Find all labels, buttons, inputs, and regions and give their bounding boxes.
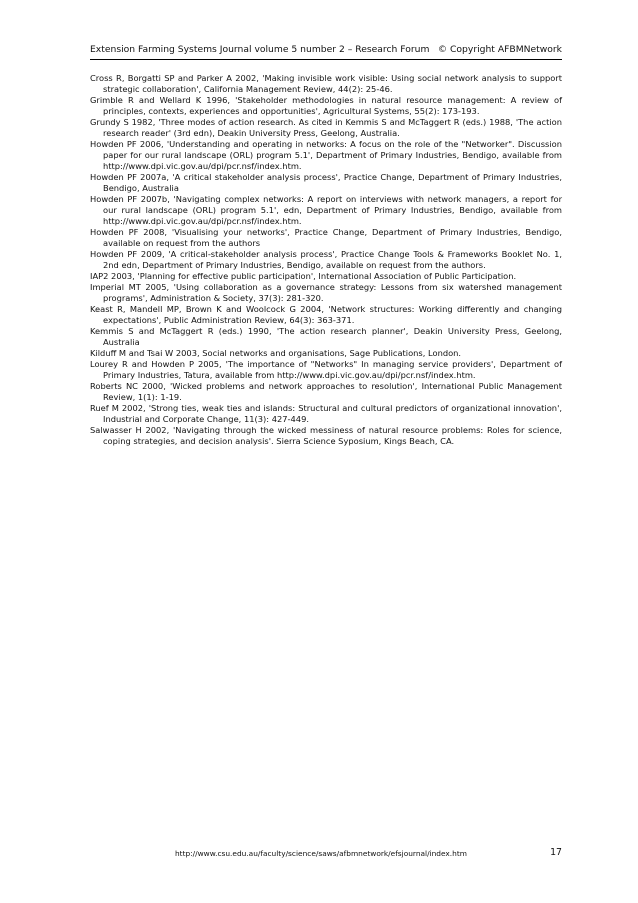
reference-item: Grimble R and Wellard K 1996, 'Stakeholder methodologies in natural resource management: A review of principles, contexts, experiences and opportunities', Agricultural Systems, 55(2): 173-193.	[90, 95, 562, 116]
page-number: 17	[550, 847, 562, 858]
footer-url: http://www.csu.edu.au/faculty/science/saws/afbmnetwork/efsjournal/index.htm	[175, 849, 467, 858]
page-footer	[90, 847, 562, 861]
reference-item: Howden PF 2006, 'Understanding and operating in networks: A focus on the role of the "Networker". Discussion paper for our rural landscape (ORL) program 5.1', Department of Primary Industries, Bendigo, available from http://www.dpi.vic.gov.au/dpi/pcr.nsf/index.htm.	[90, 139, 562, 171]
reference-item: Imperial MT 2005, 'Using collaboration as a governance strategy: Lessons from six watershed management programs', Administration & Society, 37(3): 281-320.	[90, 282, 562, 303]
reference-item: Howden PF 2009, 'A critical-stakeholder analysis process', Practice Change Tools & Frameworks Booklet No. 1, 2nd edn, Department of Primary Industries, Bendigo, available on request from the authors.	[90, 249, 562, 270]
reference-item: Howden PF 2008, 'Visualising your networks', Practice Change, Department of Primary Industries, Bendigo, available on request from the authors	[90, 227, 562, 248]
reference-item: Grundy S 1982, 'Three modes of action research. As cited in Kemmis S and McTaggert R (eds.) 1988, 'The action research reader' (3rd edn), Deakin University Press, Geelong, Australia.	[90, 117, 562, 138]
copyright-notice: © Copyright AFBMNetwork	[437, 44, 562, 55]
reference-item: Howden PF 2007a, 'A critical stakeholder analysis process', Practice Change, Department of Primary Industries, Bendigo, Australia	[90, 172, 562, 193]
page-header	[90, 44, 562, 58]
header-rule	[90, 59, 562, 60]
reference-item: Kilduff M and Tsai W 2003, Social networks and organisations, Sage Publications, London.	[90, 348, 462, 358]
reference-item: Cross R, Borgatti SP and Parker A 2002, 'Making invisible work visible: Using social network analysis to support strategic collaboration', California Management Review, 44(2): 25-46.	[90, 73, 562, 94]
reference-item: Kemmis S and McTaggert R (eds.) 1990, 'The action research planner', Deakin University Press, Geelong, Australia	[90, 326, 562, 347]
reference-item: Howden PF 2007b, 'Navigating complex networks: A report on interviews with network managers, a report for our rural landscape (ORL) program 5.1', edn, Department of Primary Industries, Bendigo, available from http://www.dpi.vic.gov.au/dpi/pcr.nsf/index.htm.	[90, 194, 562, 226]
reference-item: Keast R, Mandell MP, Brown K and Woolcock G 2004, 'Network structures: Working differently and changing expectations', Public Administration Review, 64(3): 363-371.	[90, 304, 562, 325]
reference-item: IAP2 2003, 'Planning for effective public participation', International Association of Public Participation.	[90, 271, 517, 281]
reference-item: Roberts NC 2000, 'Wicked problems and network approaches to resolution', International Public Management Review, 1(1): 1-19.	[90, 381, 562, 402]
journal-title: Extension Farming Systems Journal volume 5 number 2 – Research Forum	[90, 44, 430, 55]
reference-item: Lourey R and Howden P 2005, 'The importance of "Networks" In managing service providers', Department of Primary Industries, Tatura, available from http://www.dpi.vic.gov.au/dpi/pcr.nsf/index.htm.	[90, 359, 562, 380]
reference-item: Salwasser H 2002, 'Navigating through the wicked messiness of natural resource problems: Roles for science, coping strategies, and decision analysis'. Sierra Science Syposium, Kings Beach, CA.	[90, 425, 562, 446]
reference-list	[90, 73, 562, 447]
reference-item: Ruef M 2002, 'Strong ties, weak ties and islands: Structural and cultural predictors of organizational innovation', Industrial and Corporate Change, 11(3): 427-449.	[90, 403, 562, 424]
